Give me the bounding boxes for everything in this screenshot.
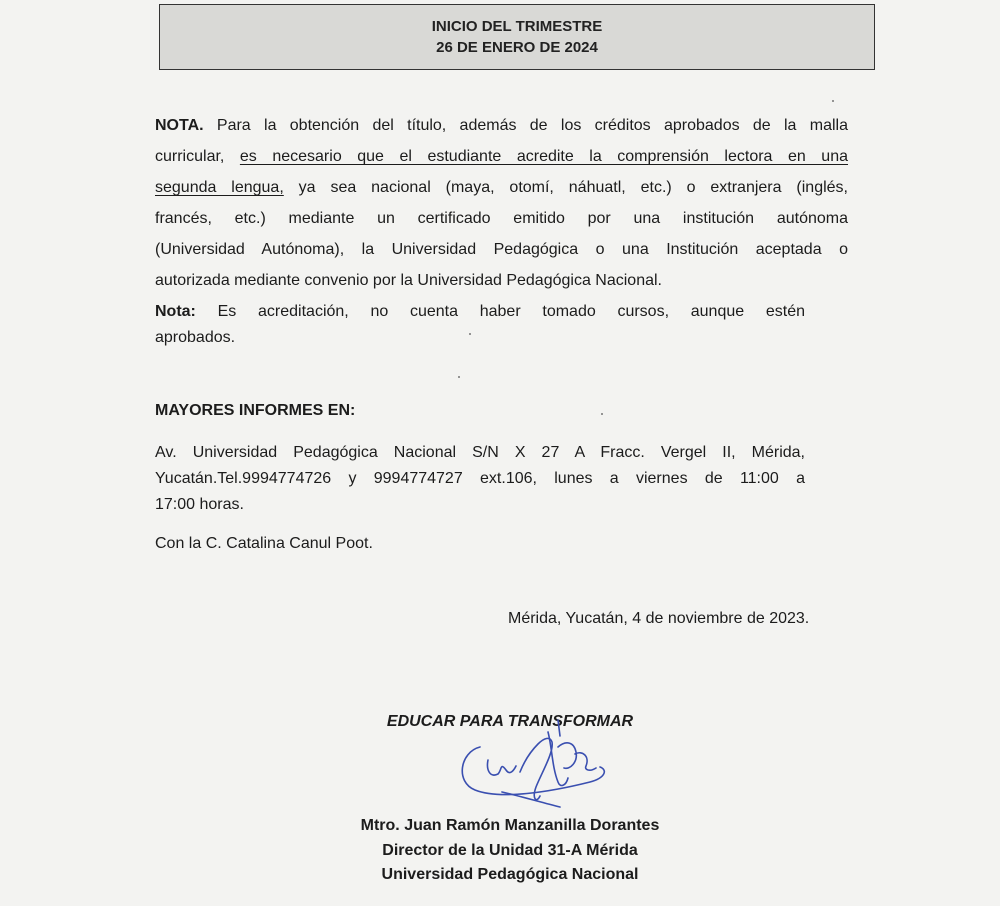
nota-line-4: francés, etc.) mediante un certificado emitido por una institución autónoma [155, 210, 848, 227]
contact-person: Con la C. Catalina Canul Poot. [155, 535, 373, 552]
second-language-underlined: segunda lengua, [155, 179, 284, 196]
signatory-institution: Universidad Pedagógica Nacional [381, 866, 639, 883]
scan-speck [469, 333, 471, 335]
nota-line-1: NOTA. Para la obtención del título, además de los créditos aprobados de la malla [155, 117, 848, 134]
address-line-2: Yucatán.Tel.9994774726 y 9994774727 ext.106, lunes a viernes de 11:00 a [155, 470, 805, 487]
informes-heading: MAYORES INFORMES EN: [155, 402, 356, 419]
header-date: 26 DE ENERO DE 2024 [436, 39, 598, 56]
nota-line-2: curricular, es necesario que el estudiante acredite la comprensión lectora en una [155, 148, 849, 165]
signatory-title: Director de la Unidad 31-A Mérida [382, 842, 638, 859]
signatory-name: Mtro. Juan Ramón Manzanilla Dorantes [360, 817, 660, 834]
scan-speck [832, 100, 834, 102]
nota-paragraph [155, 110, 848, 296]
header-title: INICIO DEL TRIMESTRE [431, 18, 603, 35]
requirement-underlined: es necesario que el estudiante acredite la comprensión lectora en una [239, 148, 849, 165]
nota-line-5: (Universidad Autónoma), la Universidad Pedagógica o una Institución aceptada o [155, 241, 848, 258]
nota2-label: Nota: [155, 303, 196, 320]
address-paragraph [155, 440, 805, 518]
nota-line-6: autorizada mediante convenio por la Universidad Pedagógica Nacional. [155, 272, 662, 289]
scan-speck [601, 413, 603, 415]
trimester-header-box [159, 4, 875, 70]
signature-icon [440, 712, 620, 822]
nota-line-3: segunda lengua, ya sea nacional (maya, otomí, náhuatl, etc.) o extranjera (inglés, [155, 179, 849, 196]
nota2-line-2: aprobados. [155, 329, 236, 346]
address-line-3: 17:00 horas. [155, 496, 244, 513]
motto: EDUCAR PARA TRANSFORMAR [386, 713, 634, 730]
scan-speck [458, 376, 460, 378]
nota-label: NOTA. [155, 117, 204, 134]
place-date: Mérida, Yucatán, 4 de noviembre de 2023. [508, 610, 810, 627]
address-line-1: Av. Universidad Pedagógica Nacional S/N X 27 A Fracc. Vergel II, Mérida, [155, 444, 805, 461]
nota2-line-1: Nota: Es acreditación, no cuenta haber tomado cursos, aunque estén [155, 303, 805, 320]
nota2-paragraph [155, 299, 805, 351]
